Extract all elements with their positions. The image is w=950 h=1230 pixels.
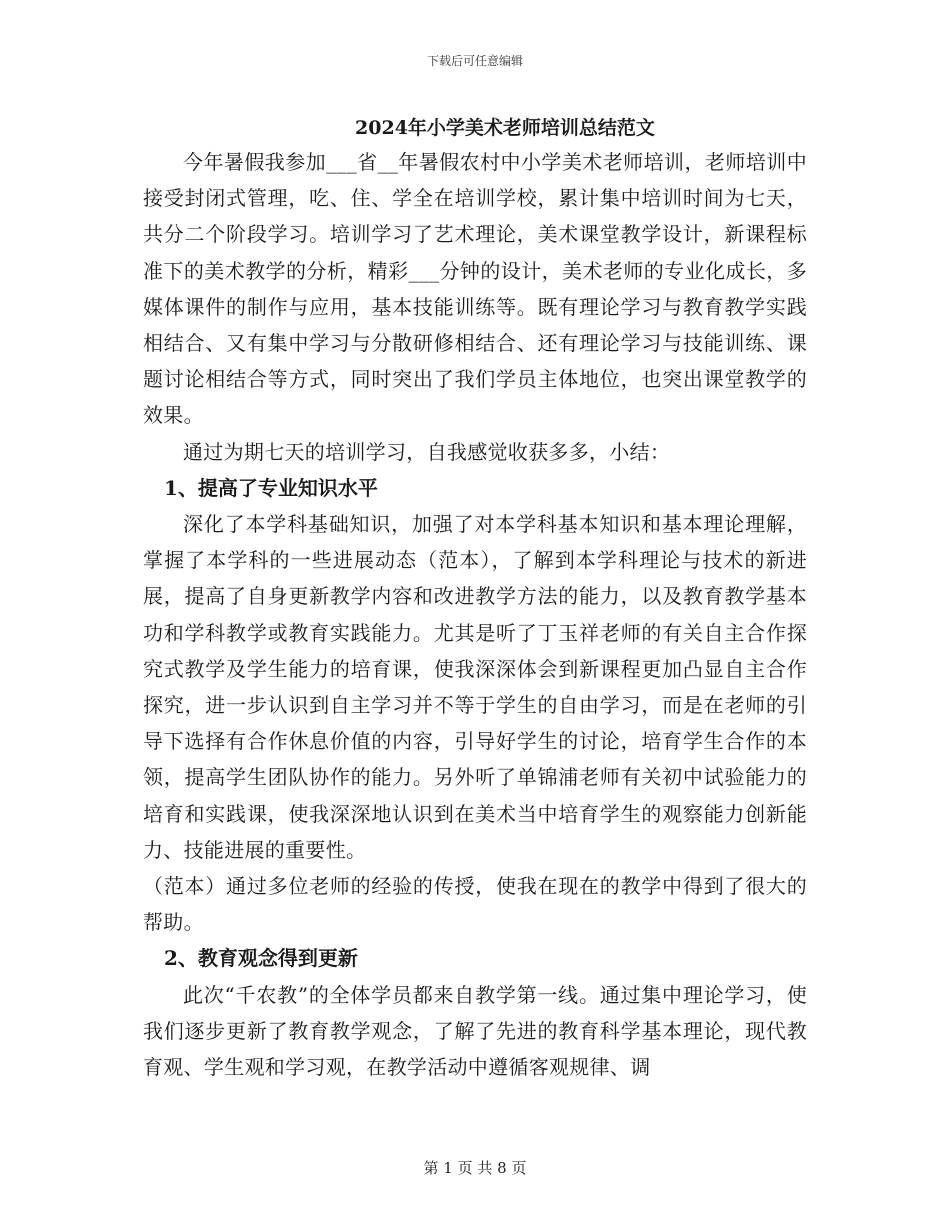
section-heading-2: 2、教育观念得到更新 [164,946,358,971]
header-note: 下载后可任意编辑 [426,54,523,68]
paragraph-intro: 今年暑假我参加___省__年暑假农村中小学美术老师培训，老师培训中接受封闭式管理，吃、住、学全在培训学校，累计集中培训时间为七天，共分二个阶段学习。培训学习了艺术理论，美术课堂教学设计，新课程标准下的美术教学的分析，精彩___分钟的设计，美术老师的专业化成长，多媒体课件的制作与应用，基本技能训练等。既有理论学习与教育教学实践相结合、又有集中学习与分散研修相结合、还有理论学习与技能训练、课题讨论相结合等方式，同时突出了我们学员主体地位，也突出课堂教学的效果。 [143,150,807,428]
section-heading-1: 1、提高了专业知识水平 [164,475,378,500]
document-body [143,112,807,1085]
paragraph-section-1-continued: （范本）通过多位老师的经验的传授，使我在现在的教学中得到了很大的帮助。 [143,874,807,935]
paragraph-section-2: 此次“千农教”的全体学员都来自教学第一线。通过集中理论学习，使我们逐步更新了教育教学观念，了解了先进的教育科学基本理论，现代教育观、学生观和学习观，在教学活动中遵循客观规律、调 [143,982,807,1080]
page-footer: 第 1 页 共 8 页 [423,1159,527,1177]
paragraph-section-1: 深化了本学科基础知识，加强了对本学科基本知识和基本理论理解，掌握了本学科的一些进展动态（范本），了解到本学科理论与技术的新进展，提高了自身更新教学内容和改进教学方法的能力，以及教育教学基本功和学科教学或教育实践能力。尤其是听了丁玉祥老师的有关自主合作探究式教学及学生能力的培育课，使我深深体会到新课程更加凸显自主合作探究，进一步认识到自主学习并不等于学生的自由学习，而是在老师的引导下选择有合作休息价值的内容，引导好学生的讨论，培育学生合作的本领，提高学生团队协作的能力。另外听了单锦浦老师有关初中试验能力的培育和实践课，使我深深地认识到在美术当中培育学生的观察能力创新能力、技能进展的重要性。 [143,512,807,862]
document-title: 2024年小学美术老师培训总结范文 [355,117,655,139]
paragraph-summary-lead: 通过为期七天的培训学习，自我感觉收获多多，小结： [183,439,671,464]
